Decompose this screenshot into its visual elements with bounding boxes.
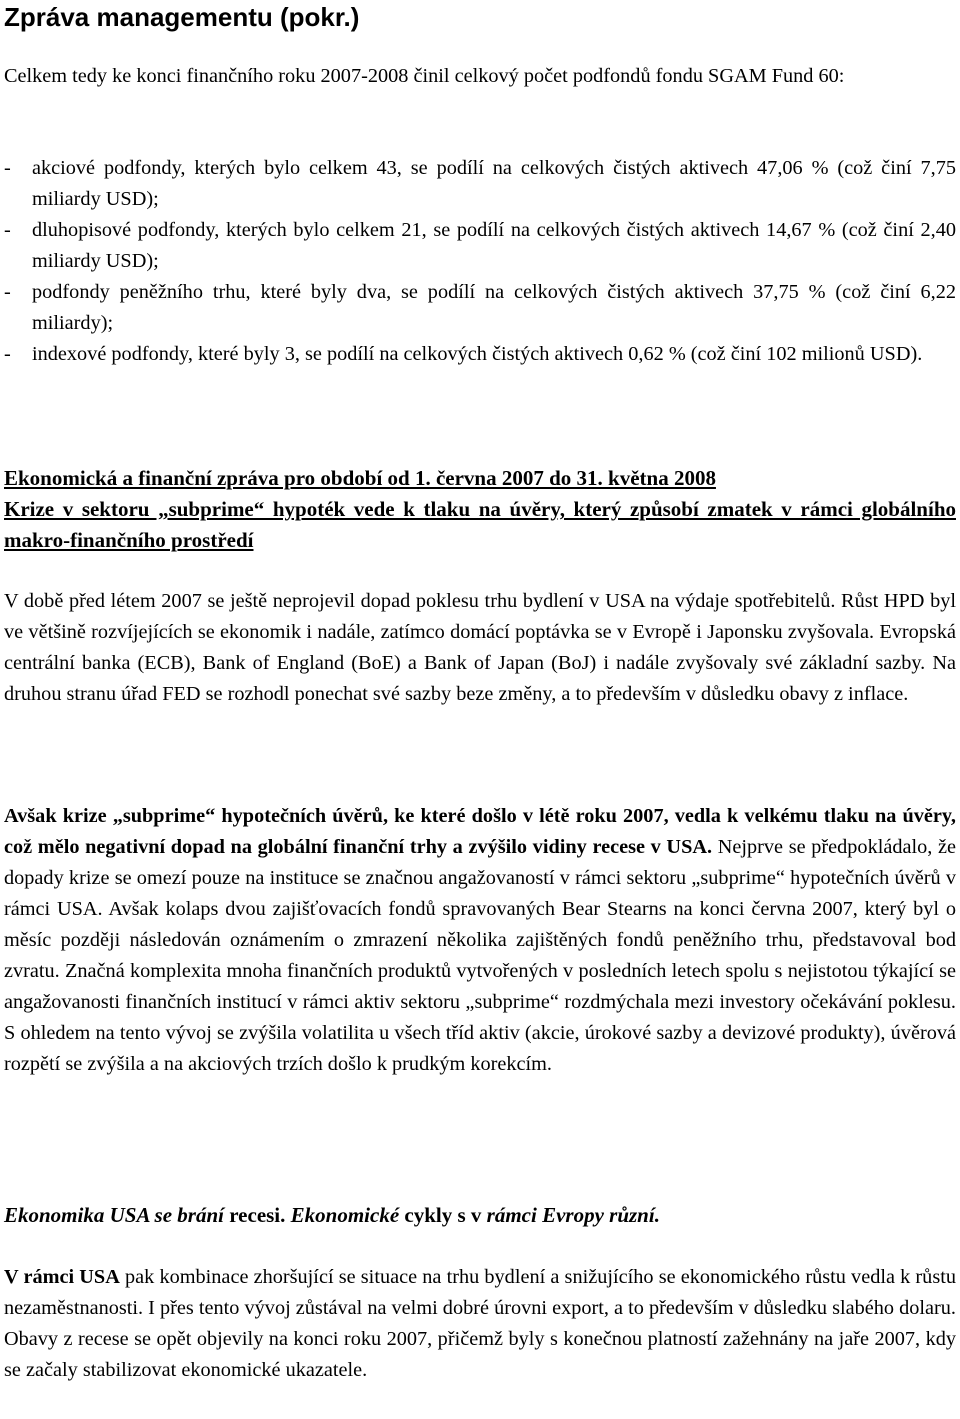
section-heading-usa — [4, 1200, 660, 1231]
heading-italic-part: Ekonomické — [290, 1203, 400, 1227]
list-dash: - — [4, 219, 11, 241]
paragraph-bold-lead: Avšak krize „subprime“ hypotečních úvěrů, ke které došlo v létě roku 2007, vedla k velkému tlaku na úvěry, což mělo negativní dopad na globální finanční trhy a zvýšilo vidiny recese v USA. — [4, 805, 956, 858]
paragraph-body: Nejprve se předpokládalo, že dopady krize se omezí pouze na instituce se značnou angažovaností v rámci sektoru „subprime“ hypotečních úvěrů v rámci USA. Avšak kolaps dvou zajišťovacích fondů spravovaných Bear Stearns na konci června 2007, který byl o měsíc později následován oznámením o zmrazení několika zajištěných fondů peněžního trhu, představoval bod zvratu. Značná komplexita mnoha finančních produktů vytvořených v posledních letech spolu s nejistotou týkající se angažovanosti finančních institucí v rámci aktiv sektoru „subprime“ rozdmýchala mezi investory očekávání poklesu. S ohledem na tento vývoj se zvýšila volatilita u všech tříd aktiv (akcie, úrokové sazby a devizové produkty), úvěrová rozpětí se zvýšila a na akciových trzích došlo k prudkým korekcím. — [4, 836, 956, 1075]
list-dash: - — [4, 343, 11, 365]
intro-paragraph: Celkem tedy ke konci finančního roku 2007-2008 činil celkový počet podfondů fondu SGAM Fund 60: — [4, 65, 845, 87]
list-dash: - — [4, 157, 11, 179]
list-item-text: dluhopisové podfondy, kterých bylo celkem 21, se podílí na celkových čistých aktivech 14,67 % (což činí 2,40 miliardy USD); — [32, 219, 956, 272]
paragraph-subprime-crisis — [4, 801, 956, 1080]
heading-italic-part: rámci Evropy různí. — [486, 1203, 660, 1227]
heading-italic-part: Ekonomika USA se brání — [4, 1203, 224, 1227]
fund-list — [4, 153, 956, 370]
heading-part: cykly s v — [399, 1203, 487, 1227]
section-heading: Ekonomická a finanční zpráva pro období od 1. června 2007 do 31. května 2008 — [4, 466, 716, 490]
list-item — [4, 215, 956, 277]
list-item — [4, 153, 956, 215]
list-item-text: podfondy peněžního trhu, které byly dva, se podílí na celkových čistých aktivech 37,75 % (což činí 6,22 miliardy); — [32, 281, 956, 334]
paragraph-bold-lead: V rámci USA — [4, 1266, 120, 1288]
paragraph-economy-before-summer: V době před létem 2007 se ještě neprojevil dopad poklesu trhu bydlení v USA na výdaje spotřebitelů. Růst HPD byl ve většině rozvíjejících se ekonomik i nadále, zatímco domácí poptávka se v Evropě i Japonsku zvyšovala. Evropská centrální banka (ECB), Bank of England (BoE) a Bank of Japan (BoJ) i nadále zvyšovaly své základní sazby. Na druhou stranu úřad FED se rozhodl ponechat své sazby beze změny, a to především v důsledku obavy z inflace. — [4, 590, 956, 705]
list-dash: - — [4, 281, 11, 303]
section-subheading: Krize v sektoru „subprime“ hypoték vede k tlaku na úvěry, který způsobí zmatek v rámci globálního makro-finančního prostředí — [4, 497, 956, 552]
heading-part: recesi. — [223, 1203, 291, 1227]
page-title: Zpráva managementu (pokr.) — [4, 2, 360, 32]
list-item — [4, 339, 956, 370]
list-item-text: akciové podfondy, kterých bylo celkem 43, se podílí na celkových čistých aktivech 47,06 % (což činí 7,75 miliardy USD); — [32, 157, 956, 210]
paragraph-usa — [4, 1262, 956, 1386]
list-item-text: indexové podfondy, které byly 3, se podílí na celkových čistých aktivech 0,62 % (což činí 102 milionů USD). — [32, 343, 923, 365]
paragraph-body: pak kombinace zhoršující se situace na trhu bydlení a snižujícího se ekonomického růstu vedla k růstu nezaměstnanosti. I přes tento vývoj zůstával na velmi dobré úrovni export, a to především v důsledku slabého dolaru. Obavy z recese se opět objevily na konci roku 2007, přičemž byly s konečnou platností zažehnány na jaře 2007, kdy se začaly stabilizovat ekonomické ukazatele. — [4, 1266, 956, 1381]
list-item — [4, 277, 956, 339]
